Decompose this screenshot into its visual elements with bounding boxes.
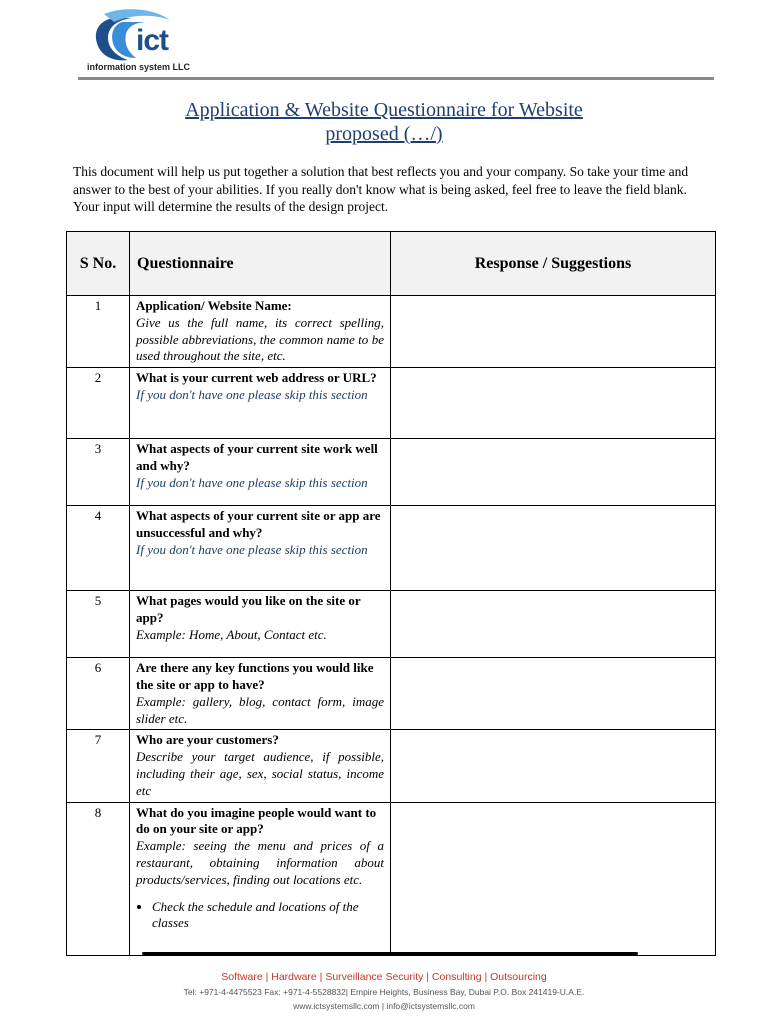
response-cell[interactable] — [391, 439, 716, 506]
response-cell[interactable] — [391, 802, 716, 955]
question-description: If you don't have one please skip this section — [136, 386, 368, 402]
question-cell — [130, 368, 391, 439]
footer-contact: Tel: +971-4-4475523 Fax: +971-4-5528832| Empire Heights, Business Bay, Dubai P.O. Box 241419-U.A.E. — [183, 987, 585, 997]
question-description: Describe your target audience, if possible, including their age, sex, social status, income etc — [136, 749, 384, 798]
question-text: What is your current web address or URL? — [136, 370, 377, 386]
logo-wordmark: ict — [136, 24, 169, 57]
question-description: Example: Home, About, Contact etc. — [136, 626, 327, 642]
question-text: What aspects of your current site work well and why? — [136, 441, 378, 473]
table-row — [67, 368, 716, 439]
row-number: 7 — [67, 730, 130, 802]
question-text: Who are your customers? — [136, 732, 279, 748]
question-description: Give us the full name, its correct spelling, possible abbreviations, the common name to be used throughout the site, etc. — [136, 314, 384, 364]
footer-web: www.ictsystemsllc.com | info@ictsystemsllc.com — [293, 1001, 475, 1011]
question-cell — [130, 658, 391, 730]
table-row — [67, 506, 716, 591]
table-header-row — [67, 232, 716, 296]
question-cell — [130, 802, 391, 955]
question-text: What do you imagine people would want to do on your site or app? — [136, 804, 377, 837]
header-response: Response / Suggestions — [391, 232, 716, 296]
row-number: 2 — [67, 368, 130, 439]
response-cell[interactable] — [391, 658, 716, 730]
row-number: 1 — [67, 296, 130, 368]
document-title-line2: proposed (…/) — [325, 123, 443, 145]
response-cell[interactable] — [391, 591, 716, 658]
question-description: Example: gallery, blog, contact form, image slider etc. — [136, 693, 384, 726]
question-text: What pages would you like on the site or app? — [136, 593, 361, 625]
question-cell — [130, 730, 391, 802]
question-cell — [130, 296, 391, 368]
example-list — [136, 899, 384, 933]
response-cell[interactable] — [391, 296, 716, 368]
question-description: Example: seeing the menu and prices of a restaurant, obtaining information about products/services, finding out locations etc. — [136, 838, 384, 887]
header-sno: S No. — [67, 232, 130, 296]
row-number: 3 — [67, 439, 130, 506]
footer-divider — [142, 952, 638, 955]
table-row — [67, 591, 716, 658]
intro-paragraph: This document will help us put together a solution that best reflects you and your company. So take your time and answer to the best of your abilities. If you really don't know what is being asked, feel free to leave the field blank. Your input will determine the results of the design project. — [73, 164, 689, 214]
table-row — [67, 730, 716, 802]
table-row — [67, 658, 716, 730]
question-text: Application/ Website Name: — [136, 298, 292, 313]
question-text: Are there any key functions you would like the site or app to have? — [136, 660, 374, 692]
question-cell — [130, 506, 391, 591]
question-cell — [130, 591, 391, 658]
table-row — [67, 439, 716, 506]
questionnaire-table — [66, 231, 716, 956]
row-number: 4 — [67, 506, 130, 591]
footer-services: Software | Hardware | Surveillance Security | Consulting | Outsourcing — [221, 971, 547, 983]
response-cell[interactable] — [391, 506, 716, 591]
list-item: • Check the schedule and locations of the classes — [152, 899, 384, 933]
response-cell[interactable] — [391, 368, 716, 439]
row-number: 5 — [67, 591, 130, 658]
question-description: If you don't have one please skip this section — [136, 541, 368, 557]
table-row — [67, 296, 716, 368]
table-row — [67, 802, 716, 955]
response-cell[interactable] — [391, 730, 716, 802]
header-divider — [78, 77, 714, 80]
question-cell — [130, 439, 391, 506]
document-title-line1: Application & Website Questionnaire for Website — [185, 99, 583, 121]
row-number: 8 — [67, 802, 130, 955]
header-questionnaire: Questionnaire — [130, 232, 391, 296]
logo-subtitle: information system LLC — [87, 62, 191, 72]
row-number: 6 — [67, 658, 130, 730]
question-text: What aspects of your current site or app are unsuccessful and why? — [136, 508, 381, 540]
question-description: If you don't have one please skip this section — [136, 474, 368, 490]
